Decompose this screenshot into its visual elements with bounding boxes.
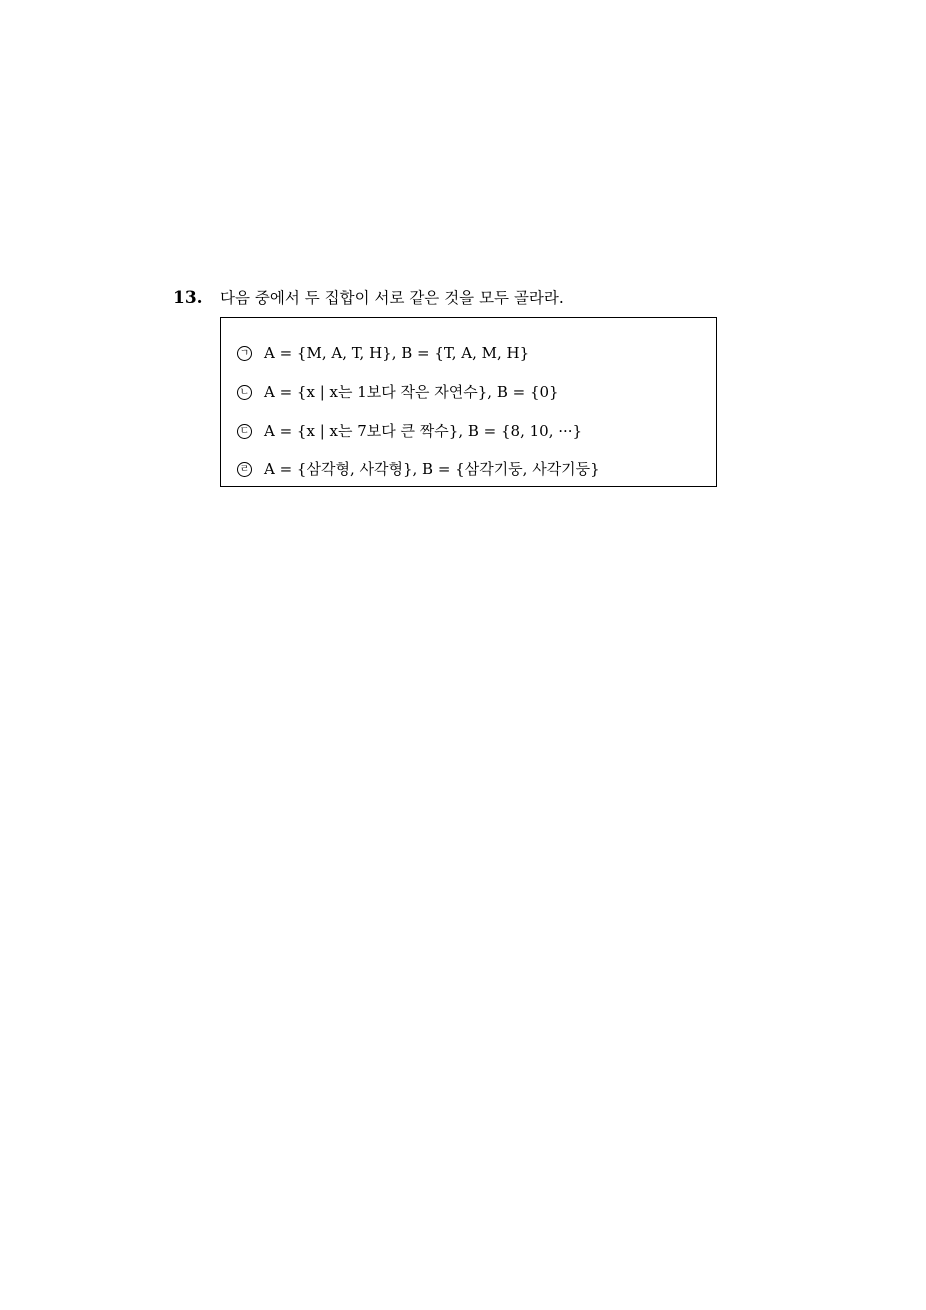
choice-expression: A = {x | x는 7보다 큰 짝수}, B = {8, 10, ···} — [264, 422, 583, 440]
choice-expression: A = {x | x는 1보다 작은 자연수}, B = {0} — [264, 383, 559, 401]
choice-marker: ㄹ — [237, 462, 252, 477]
choice-item — [237, 419, 582, 443]
choice-item — [237, 380, 559, 404]
choice-marker: ㄱ — [237, 346, 252, 361]
choice-item — [237, 457, 600, 481]
choice-marker: ㄴ — [237, 385, 252, 400]
problem-number: 13. — [173, 288, 203, 308]
choice-box — [220, 317, 717, 487]
choice-marker: ㄷ — [237, 424, 252, 439]
choice-item — [237, 341, 529, 365]
choice-expression: A = {삼각형, 사각형}, B = {삼각기둥, 사각기둥} — [264, 460, 600, 478]
choice-expression: A = {M, A, T, H}, B = {T, A, M, H} — [264, 344, 530, 362]
problem-text: 다음 중에서 두 집합이 서로 같은 것을 모두 골라라. — [220, 289, 564, 307]
